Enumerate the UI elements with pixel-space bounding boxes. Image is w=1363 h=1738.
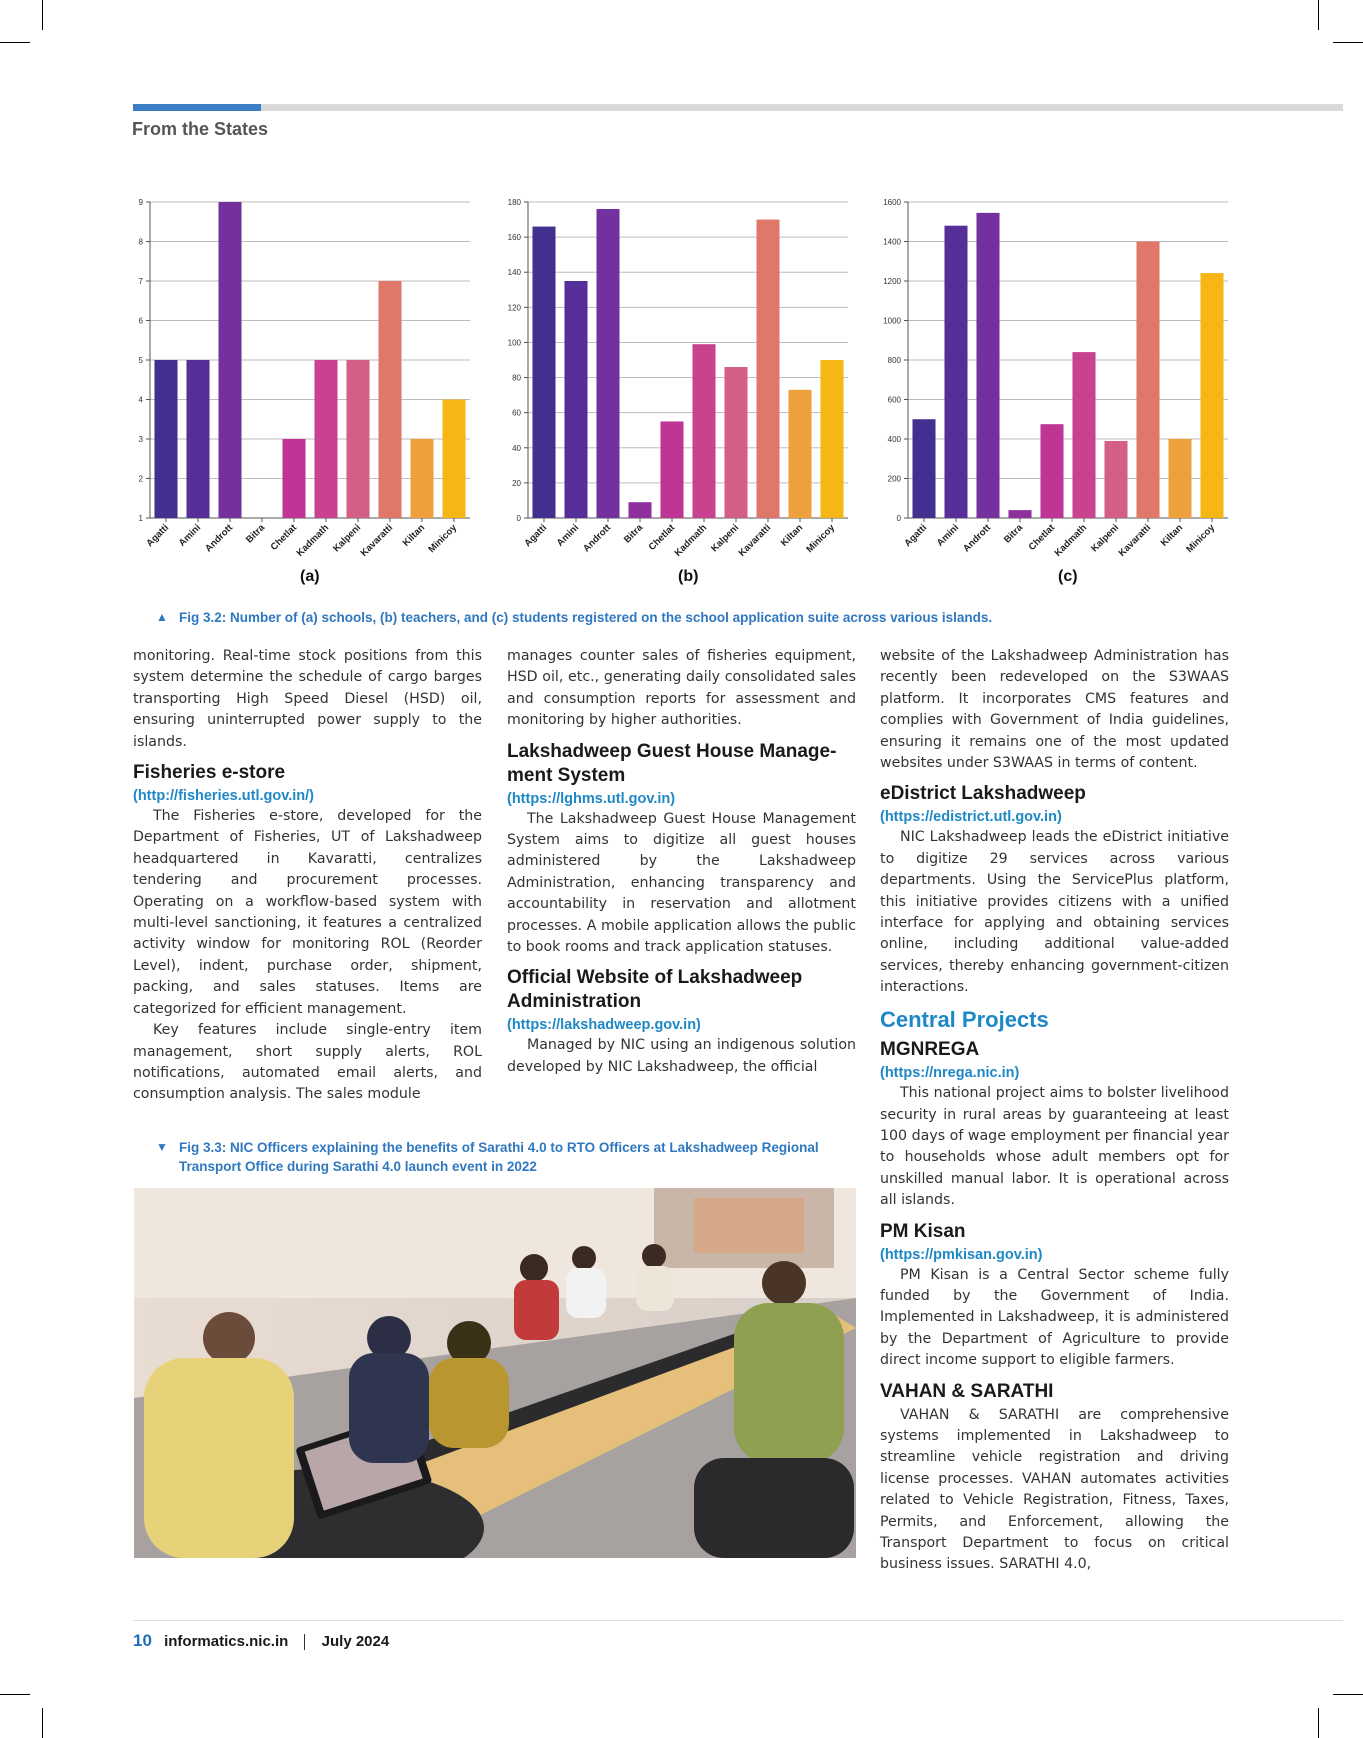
- column-2: [507, 646, 856, 1078]
- footer-rule: [133, 1620, 1343, 1621]
- footer-site[interactable]: informatics.nic.in: [164, 1633, 289, 1650]
- bar: [410, 439, 433, 518]
- x-tick-label: Kiltan: [400, 522, 428, 549]
- crop-mark: [42, 1708, 43, 1738]
- crop-mark: [1333, 42, 1363, 43]
- x-tick-label: Bitra: [244, 522, 268, 546]
- x-tick-label: Kavaratti: [358, 522, 396, 559]
- footer-date: July 2024: [321, 1633, 390, 1650]
- y-tick-label: 600: [887, 395, 901, 405]
- bar: [1168, 439, 1191, 518]
- link-pm-kisan[interactable]: (https://pmkisan.gov.in): [880, 1246, 1043, 1263]
- bar: [532, 227, 555, 518]
- x-tick-label: Agatti: [522, 522, 550, 550]
- heading-vahan-sarathi: VAHAN & SARATHI: [880, 1380, 1054, 1402]
- heading-official-website: Official Website of Lakshadweep Administration: [507, 967, 803, 1013]
- chart-students-svg: [868, 190, 1233, 570]
- x-tick-label: Kalpeni: [709, 522, 742, 555]
- bar: [218, 202, 241, 518]
- bar: [282, 439, 305, 518]
- bar: [1072, 352, 1095, 518]
- x-tick-label: Andrott: [961, 522, 994, 555]
- bar: [346, 360, 369, 518]
- y-tick-label: 2: [138, 474, 143, 484]
- triangle-up-icon: ▲: [156, 610, 168, 624]
- y-tick-label: 1: [138, 514, 143, 523]
- bar: [628, 502, 651, 518]
- body-paragraph: The Fisheries e-store, developed for the Department of Fisheries, UT of Lakshadweep headquartered in Kavaratti, centralizes tendering and procurement processes. Operating on a workflow-based system with multi-level sanctioning, it features a centralized activity window for monitoring ROL (Reorder Level), indent, purchase order, shipment, packing, and sales statuses. Items are categorized for efficient management.: [133, 808, 482, 1017]
- y-tick-label: 200: [887, 474, 901, 484]
- heading-edistrict: eDistrict Lakshadweep: [880, 783, 1086, 805]
- bar: [1136, 242, 1159, 519]
- heading-pm-kisan: PM Kisan: [880, 1220, 966, 1242]
- bar: [944, 226, 967, 518]
- fig32-caption: [156, 608, 1329, 627]
- y-tick-label: 9: [138, 198, 143, 207]
- y-tick-label: 0: [896, 514, 901, 523]
- link-official-website[interactable]: (https://lakshadweep.gov.in): [507, 1017, 701, 1034]
- body-paragraph: Managed by NIC using an indigenous solution developed by NIC Lakshadweep, the official: [507, 1037, 856, 1075]
- page-number: 10: [133, 1631, 152, 1650]
- bar: [186, 360, 209, 518]
- x-tick-label: Kadmath: [294, 522, 332, 559]
- x-tick-label: Amini: [176, 522, 204, 549]
- y-tick-label: 0: [516, 514, 521, 523]
- y-tick-label: 180: [507, 198, 521, 207]
- bar: [442, 400, 465, 519]
- fig33-caption-line: Fig 3.3: NIC Officers explaining the benefits of Sarathi 4.0 to RTO Officers at Lakshadweep Regional: [179, 1140, 819, 1155]
- crop-mark: [1333, 1694, 1363, 1695]
- y-tick-label: 1400: [883, 237, 901, 247]
- bar: [564, 281, 587, 518]
- link-fisheries[interactable]: (http://fisheries.utl.gov.in/): [133, 788, 314, 805]
- bar: [912, 419, 935, 518]
- panel-label-c: (c): [1058, 568, 1078, 585]
- meeting-photo-illustration: [134, 1188, 856, 1558]
- x-tick-label: Kiltan: [1158, 522, 1186, 549]
- x-tick-label: Chetlat: [1026, 522, 1058, 553]
- x-tick-label: Minicoy: [804, 522, 838, 556]
- triangle-down-icon: ▼: [156, 1140, 168, 1154]
- body-paragraph: Key features include single-entry item management, short supply alerts, ROL notifications, automated email alerts, and consumption analysis. The sales module: [133, 1022, 482, 1103]
- heading-central-projects: Central Projects: [880, 1006, 1049, 1032]
- link-guest-house[interactable]: (https://lghms.utl.gov.in): [507, 790, 676, 807]
- x-tick-label: Bitra: [622, 522, 646, 546]
- fig32-caption-text: Fig 3.2: Number of (a) schools, (b) teachers, and (c) students registered on the school application suite across various islands.: [179, 610, 993, 625]
- link-mgnrega[interactable]: (https://nrega.nic.in): [880, 1065, 1020, 1082]
- body-paragraph: NIC Lakshadweep leads the eDistrict initiative to digitize 29 services across various departments. Using the ServicePlus platform, this initiative provides citizens with a unified interface for applying and obtaining services online, including additional value-added services, thereby enhancing government-citizen interactions.: [880, 829, 1229, 996]
- x-tick-label: Chetlat: [268, 522, 300, 553]
- chart-teachers: [496, 190, 856, 570]
- crop-mark: [42, 0, 43, 30]
- bar: [692, 344, 715, 518]
- heading-guest-house: Lakshadweep Guest House Manage-ment System: [507, 740, 837, 786]
- chart-schools-svg: [122, 190, 472, 570]
- x-tick-label: Minicoy: [426, 522, 460, 556]
- y-tick-label: 1200: [883, 277, 901, 286]
- y-tick-label: 60: [512, 408, 521, 418]
- y-tick-label: 1600: [883, 198, 901, 207]
- y-tick-label: 80: [512, 373, 521, 383]
- body-paragraph: PM Kisan is a Central Sector scheme fully funded by the Government of India. Implemented in Lakshadweep, it is administered by the Department of Agriculture to provide direct income support to eligible farmers.: [880, 1266, 1229, 1369]
- crop-mark: [1318, 1708, 1319, 1738]
- body-paragraph: monitoring. Real-time stock positions from this system determine the schedule of cargo barges transporting High Speed Diesel (HSD) oil, ensuring uninterrupted power supply to the islands.: [133, 648, 482, 750]
- panel-label-b: (b): [678, 568, 699, 585]
- bar: [756, 220, 779, 518]
- y-tick-label: 8: [138, 237, 143, 247]
- chart-schools: [122, 190, 472, 570]
- y-tick-label: 40: [512, 443, 521, 453]
- x-tick-label: Kalpeni: [331, 522, 364, 555]
- y-tick-label: 7: [138, 277, 143, 286]
- x-tick-label: Andrott: [581, 522, 614, 555]
- y-tick-label: 3: [138, 435, 143, 444]
- y-tick-label: 1000: [883, 316, 901, 326]
- bar: [820, 360, 843, 518]
- x-tick-label: Agatti: [144, 522, 172, 550]
- y-tick-label: 6: [138, 316, 143, 326]
- x-tick-label: Agatti: [902, 522, 930, 550]
- body-paragraph: The Lakshadweep Guest House Management System aims to digitize all guest houses administered by the Lakshadweep Administration, enhancing transparency and accountability in reservation and allotment processes. A mobile application allows the public to book rooms and track application statuses.: [507, 810, 856, 956]
- bar: [976, 213, 999, 518]
- x-tick-label: Kiltan: [778, 522, 806, 549]
- chart-teachers-svg: [496, 190, 856, 570]
- body-paragraph: This national project aims to bolster livelihood security in rural areas by guaranteeing at least 100 days of wage employment per financial year to households whose adult members opt for unskilled manual labor. It is operational across all islands.: [880, 1085, 1229, 1209]
- y-tick-label: 160: [507, 233, 521, 243]
- x-tick-label: Amini: [554, 522, 582, 549]
- bar: [1040, 424, 1063, 518]
- y-tick-label: 5: [138, 356, 143, 365]
- bar: [1200, 273, 1223, 518]
- meeting-photo: [134, 1188, 856, 1558]
- x-tick-label: Amini: [934, 522, 962, 549]
- bar: [724, 367, 747, 518]
- x-tick-label: Kavaratti: [1116, 522, 1154, 559]
- body-paragraph: website of the Lakshadweep Administration has recently been redeveloped on the S3WAAS platform. It incorporates CMS features and complies with Government of India guidelines, ensuring it remains one of the most updated websites under S3WAAS in terms of content.: [880, 648, 1229, 772]
- bar: [596, 209, 619, 518]
- bar: [660, 421, 683, 518]
- heading-mgnrega: MGNREGA: [880, 1039, 980, 1061]
- y-tick-label: 20: [512, 478, 521, 488]
- x-tick-label: Kavaratti: [736, 522, 774, 559]
- fig33-caption: [156, 1138, 879, 1176]
- y-tick-label: 120: [507, 303, 521, 313]
- bar: [1008, 510, 1031, 518]
- body-paragraph: VAHAN & SARATHI are comprehensive systems implemented in Lakshadweep to streamline vehicle registration and driving license processes. VAHAN automates activities related to Vehicle Registration, Fitness, Taxes, Permits, and Enforcement, allowing the Transport Department to focus on critical business issues. SARATHI 4.0,: [880, 1406, 1229, 1573]
- x-tick-label: Kalpeni: [1089, 522, 1122, 555]
- crop-mark: [0, 42, 30, 43]
- x-tick-label: Andrott: [203, 522, 236, 555]
- chart-students: [868, 190, 1233, 570]
- y-tick-label: 140: [507, 268, 521, 278]
- column-1: [133, 646, 482, 1106]
- x-tick-label: Kadmath: [672, 522, 710, 559]
- y-tick-label: 800: [887, 356, 901, 365]
- header-bar: [133, 104, 1343, 111]
- section-label: From the States: [132, 119, 269, 139]
- heading-fisheries: Fisheries e-store: [133, 762, 286, 784]
- y-tick-label: 4: [138, 395, 143, 405]
- bar: [314, 360, 337, 518]
- bar: [378, 281, 401, 518]
- crop-mark: [0, 1694, 30, 1695]
- panel-label-a: (a): [300, 568, 320, 585]
- y-tick-label: 400: [887, 435, 901, 444]
- footer: [133, 1631, 389, 1651]
- link-edistrict[interactable]: (https://edistrict.utl.gov.in): [880, 809, 1062, 826]
- bar: [1104, 441, 1127, 518]
- header-accent: [133, 104, 261, 111]
- fig33-caption-line: Transport Office during Sarathi 4.0 launch event in 2022: [179, 1159, 537, 1174]
- bar: [788, 390, 811, 518]
- y-tick-label: 100: [507, 338, 521, 348]
- x-tick-label: Bitra: [1002, 522, 1026, 546]
- x-tick-label: Minicoy: [1184, 522, 1218, 556]
- body-paragraph: manages counter sales of fisheries equipment, HSD oil, etc., generating daily consolidated sales and consumption reports for assessment and monitoring by higher authorities.: [507, 648, 856, 729]
- crop-mark: [1318, 0, 1319, 30]
- column-3: [880, 646, 1229, 1576]
- x-tick-label: Chetlat: [646, 522, 678, 553]
- footer-divider: [304, 1634, 305, 1650]
- x-tick-label: Kadmath: [1052, 522, 1090, 559]
- bar: [154, 360, 177, 518]
